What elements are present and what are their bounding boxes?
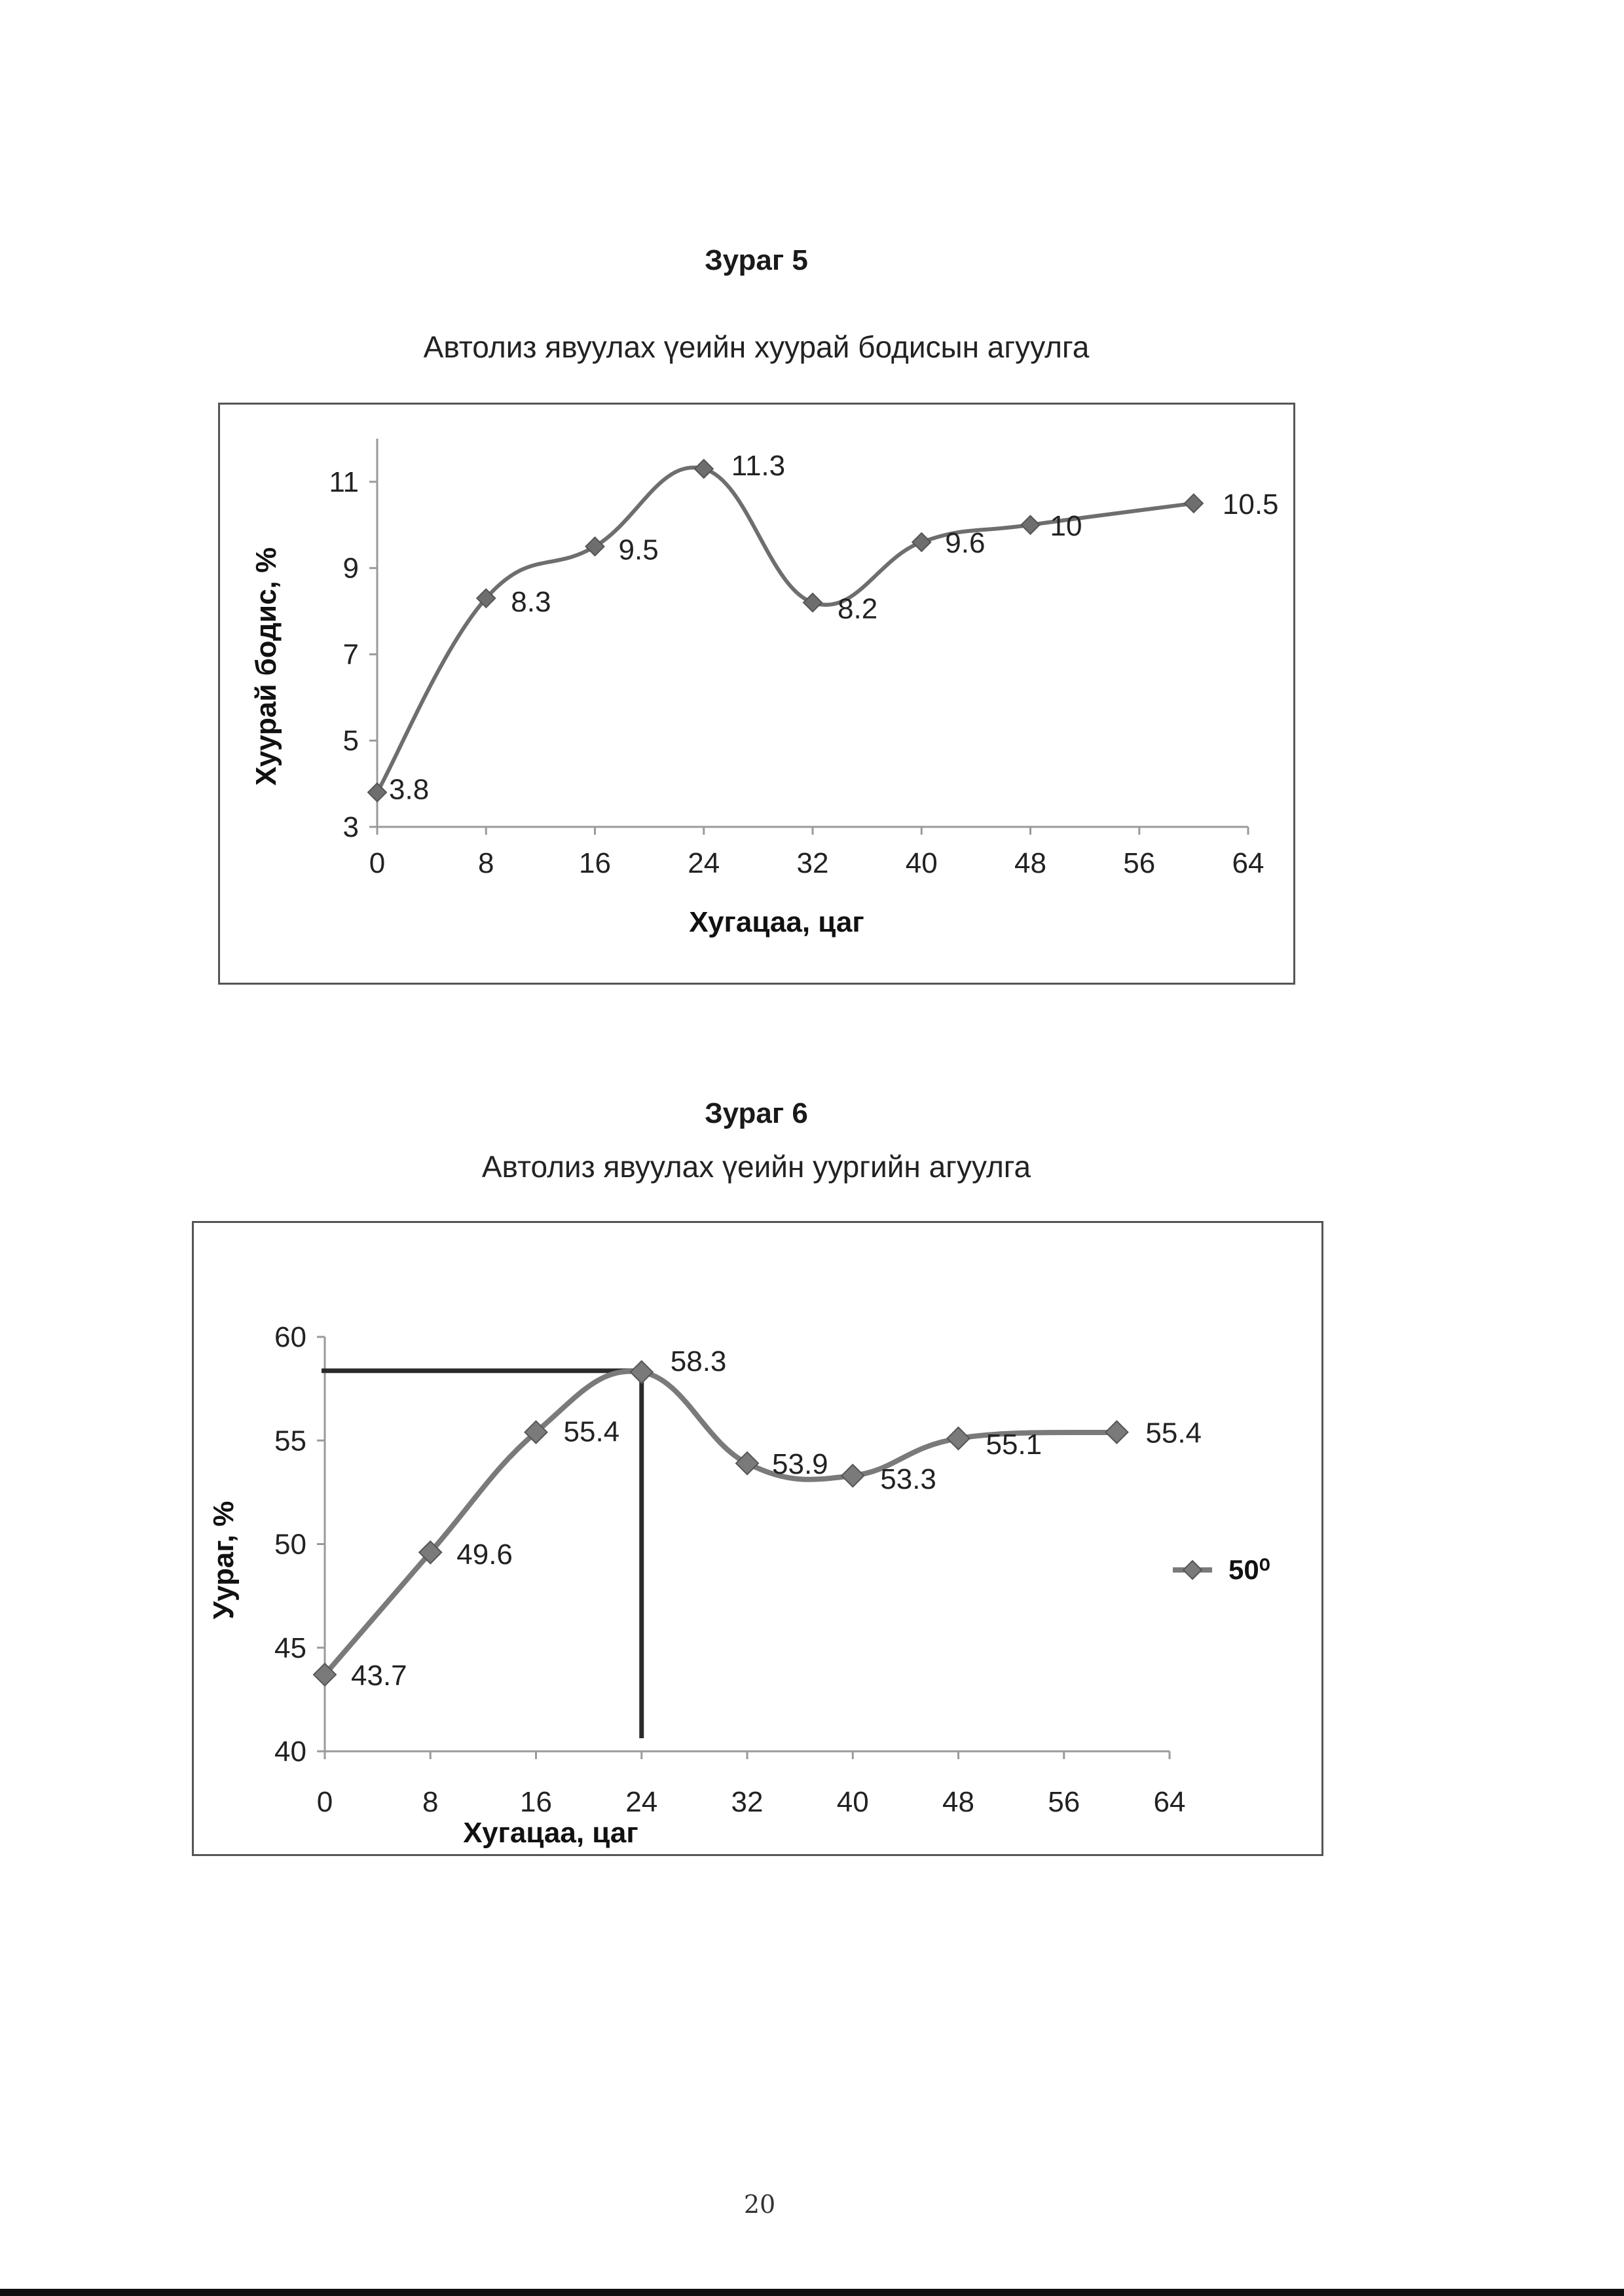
- dry-matter-y-tick-label: 9: [342, 552, 359, 585]
- protein-data-point: [948, 1427, 970, 1449]
- protein-y-tick-label: 50: [274, 1528, 306, 1561]
- protein-data-label: 53.9: [772, 1448, 828, 1481]
- dry-matter-x-tick-label: 40: [905, 847, 938, 879]
- protein-legend-label: 50⁰: [1228, 1554, 1270, 1585]
- dry-matter-data-label: 3.8: [389, 773, 430, 806]
- protein-data-point: [841, 1465, 864, 1487]
- protein-data-point: [631, 1361, 653, 1383]
- protein-x-tick-label: 56: [1048, 1786, 1080, 1818]
- dry-matter-data-point: [803, 593, 822, 611]
- dry-matter-x-tick-label: 64: [1232, 847, 1264, 879]
- dry-matter-y-axis-title: Хуурай бодис, %: [250, 547, 282, 786]
- protein-x-axis-title: Хугацаа, цаг: [463, 1817, 638, 1849]
- protein-x-tick-label: 48: [942, 1786, 974, 1818]
- protein-data-label: 49.6: [456, 1539, 513, 1571]
- protein-x-tick-label: 8: [422, 1786, 439, 1818]
- protein-x-tick-label: 24: [625, 1786, 658, 1818]
- dry-matter-x-tick-label: 48: [1014, 847, 1046, 879]
- protein-y-tick-label: 45: [274, 1631, 306, 1664]
- dry-matter-data-point: [912, 533, 931, 551]
- dry-matter-x-axis-title: Хугацаа, цаг: [689, 906, 864, 938]
- dry-matter-y-tick-label: 11: [329, 465, 359, 498]
- protein-x-tick-label: 64: [1153, 1786, 1186, 1818]
- dry-matter-x-tick-label: 24: [688, 847, 720, 879]
- dry-matter-data-point: [695, 460, 713, 478]
- dry-matter-data-point: [1022, 516, 1040, 534]
- protein-y-tick-label: 55: [274, 1425, 306, 1457]
- figure-5-label: Зураг 5: [705, 244, 808, 276]
- dry-matter-x-tick-label: 56: [1123, 847, 1156, 879]
- chart-dry-matter: [218, 403, 1295, 985]
- protein-data-label: 53.3: [880, 1463, 936, 1496]
- figure-5-title: Автолиз явуулах үеийн хуурай бодисын агуулга: [423, 330, 1090, 364]
- dry-matter-x-tick-label: 8: [478, 847, 494, 879]
- protein-legend-marker: [1183, 1561, 1202, 1579]
- protein-y-tick-label: 40: [274, 1736, 306, 1768]
- protein-data-point: [1105, 1421, 1128, 1444]
- protein-data-point: [736, 1452, 758, 1474]
- protein-series-line: [325, 1372, 1116, 1675]
- figure-6-label: Зураг 6: [705, 1097, 808, 1129]
- protein-x-tick-label: 0: [316, 1786, 333, 1818]
- page-number: 20: [743, 2190, 776, 2219]
- dry-matter-data-label: 10.5: [1222, 488, 1279, 520]
- protein-data-label: 55.4: [563, 1415, 620, 1448]
- dry-matter-y-tick-label: 3: [342, 811, 359, 843]
- protein-x-tick-label: 40: [836, 1786, 869, 1818]
- protein-data-label: 55.1: [986, 1429, 1043, 1461]
- dry-matter-y-tick-label: 5: [342, 725, 359, 757]
- protein-y-axis-title: Уураг, %: [208, 1501, 240, 1620]
- dry-matter-data-label: 9.5: [618, 534, 659, 566]
- chart-dry-matter-svg: [220, 405, 1297, 987]
- dry-matter-data-point: [368, 783, 386, 801]
- dry-matter-data-label: 9.6: [945, 527, 986, 560]
- dry-matter-x-tick-label: 0: [369, 847, 386, 879]
- dry-matter-x-tick-label: 32: [796, 847, 829, 879]
- dry-matter-y-tick-label: 7: [342, 638, 359, 671]
- chart-protein-svg: [194, 1223, 1325, 1858]
- chart-protein: [192, 1221, 1323, 1856]
- protein-y-tick-label: 60: [274, 1321, 306, 1353]
- figure-6-title: Автолиз явуулах үеийн уургийн агуулга: [481, 1150, 1031, 1184]
- protein-x-tick-label: 32: [731, 1786, 764, 1818]
- protein-data-label: 55.4: [1145, 1417, 1202, 1449]
- dry-matter-data-label: 10: [1050, 509, 1082, 542]
- protein-x-tick-label: 16: [520, 1786, 552, 1818]
- page-bottom-border: [0, 2289, 1624, 2296]
- dry-matter-x-tick-label: 16: [579, 847, 611, 879]
- dry-matter-data-label: 8.3: [511, 585, 551, 618]
- protein-data-label: 58.3: [670, 1345, 727, 1377]
- dry-matter-data-label: 11.3: [731, 450, 786, 483]
- protein-data-label: 43.7: [351, 1659, 407, 1692]
- dry-matter-data-point: [1185, 494, 1203, 513]
- dry-matter-data-label: 8.2: [838, 592, 878, 625]
